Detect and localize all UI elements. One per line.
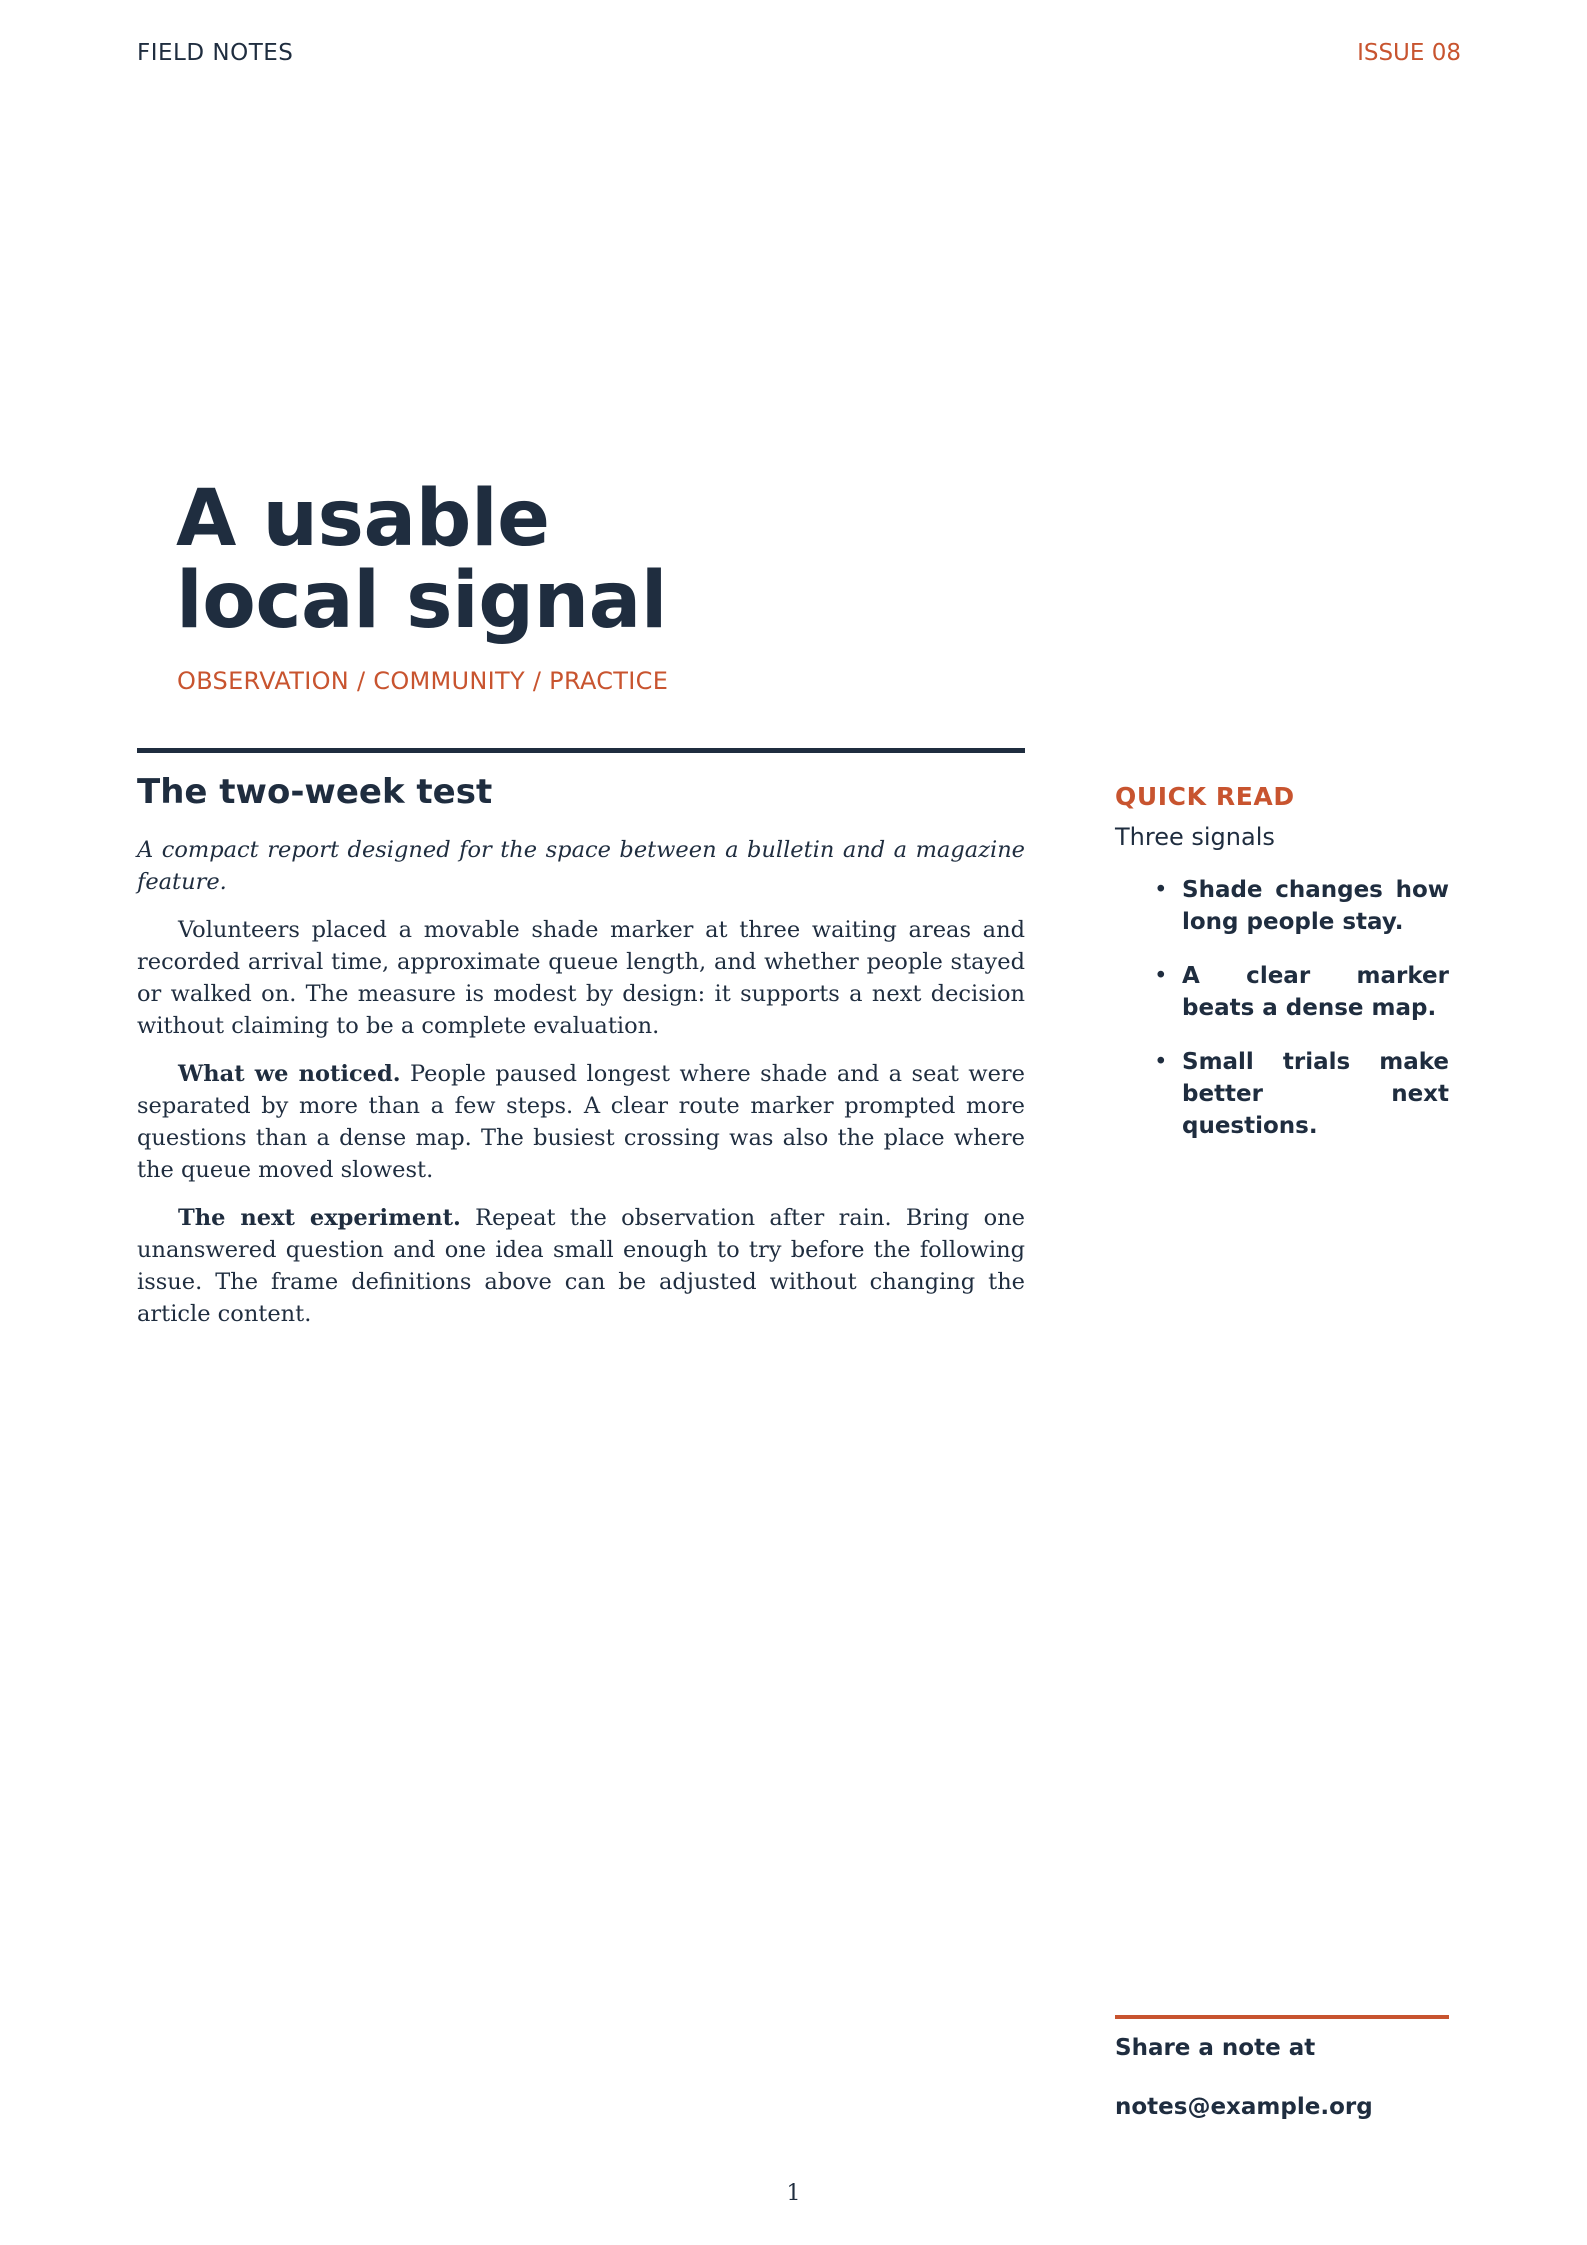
article-tags: OBSERVATION / COMMUNITY / PRACTICE [177, 667, 669, 695]
list-item-text: Shade changes how long people stay. [1182, 877, 1449, 935]
body-paragraph-1: Volunteers placed a movable shade marker at three waiting areas and recorded arrival time, approximate queue length, and whether people stayed or walked on. The measure is modest by design: it supports a next decision without claiming to be a complete evaluation. [137, 917, 1025, 1039]
article-title-line-2: local signal [176, 556, 667, 646]
article-title-line-1: A usable [176, 474, 550, 564]
run-in-heading-noticed: What we noticed. [178, 1061, 401, 1087]
share-label: Share a note at [1115, 2035, 1316, 2061]
page-number: 1 [786, 2181, 801, 2206]
list-item [1115, 874, 1449, 938]
list-item-text: A clear marker beats a dense map. [1182, 963, 1449, 1021]
bullet-icon: • [1154, 877, 1168, 903]
running-header-issue: ISSUE 08 [1357, 40, 1461, 66]
list-item [1115, 960, 1449, 1024]
sidebar-kicker: QUICK READ [1115, 782, 1295, 811]
bullet-icon: • [1154, 963, 1168, 989]
list-item-text: Small trials make better next questions. [1182, 1049, 1449, 1139]
body-paragraph-2-text: People paused longest where shade and a seat were separated by more than a few steps. A clear route marker prompted more questions than a dense map. The busiest crossing was also the place where the queue moved slowest. [137, 1061, 1025, 1183]
body-paragraph-3 [137, 1202, 1025, 1330]
run-in-heading-next-experiment: The next experiment. [178, 1205, 461, 1231]
main-column [137, 770, 1025, 1330]
list-item [1115, 1046, 1449, 1142]
bullet-icon: • [1154, 1049, 1168, 1075]
sidebar [1115, 780, 1449, 1164]
sidebar-heading: Three signals [1115, 823, 1275, 851]
body-paragraph-2 [137, 1058, 1025, 1186]
main-column-rule [137, 748, 1025, 753]
body-paragraph-3-text: Repeat the observation after rain. Bring one unanswered question and one idea small enough to try before the following issue. The frame definitions above can be adjusted without changing the article content. [137, 1205, 1025, 1327]
article-title [176, 474, 876, 646]
lede-paragraph: A compact report designed for the space between a bulletin and a magazine feature. [137, 837, 1025, 895]
share-email-link[interactable]: notes@example.org [1115, 2094, 1373, 2120]
sidebar-list [1115, 874, 1449, 1142]
section-title: The two-week test [137, 772, 493, 812]
running-header-publication: FIELD NOTES [137, 40, 294, 66]
sidebar-footer-rule [1115, 2015, 1449, 2019]
